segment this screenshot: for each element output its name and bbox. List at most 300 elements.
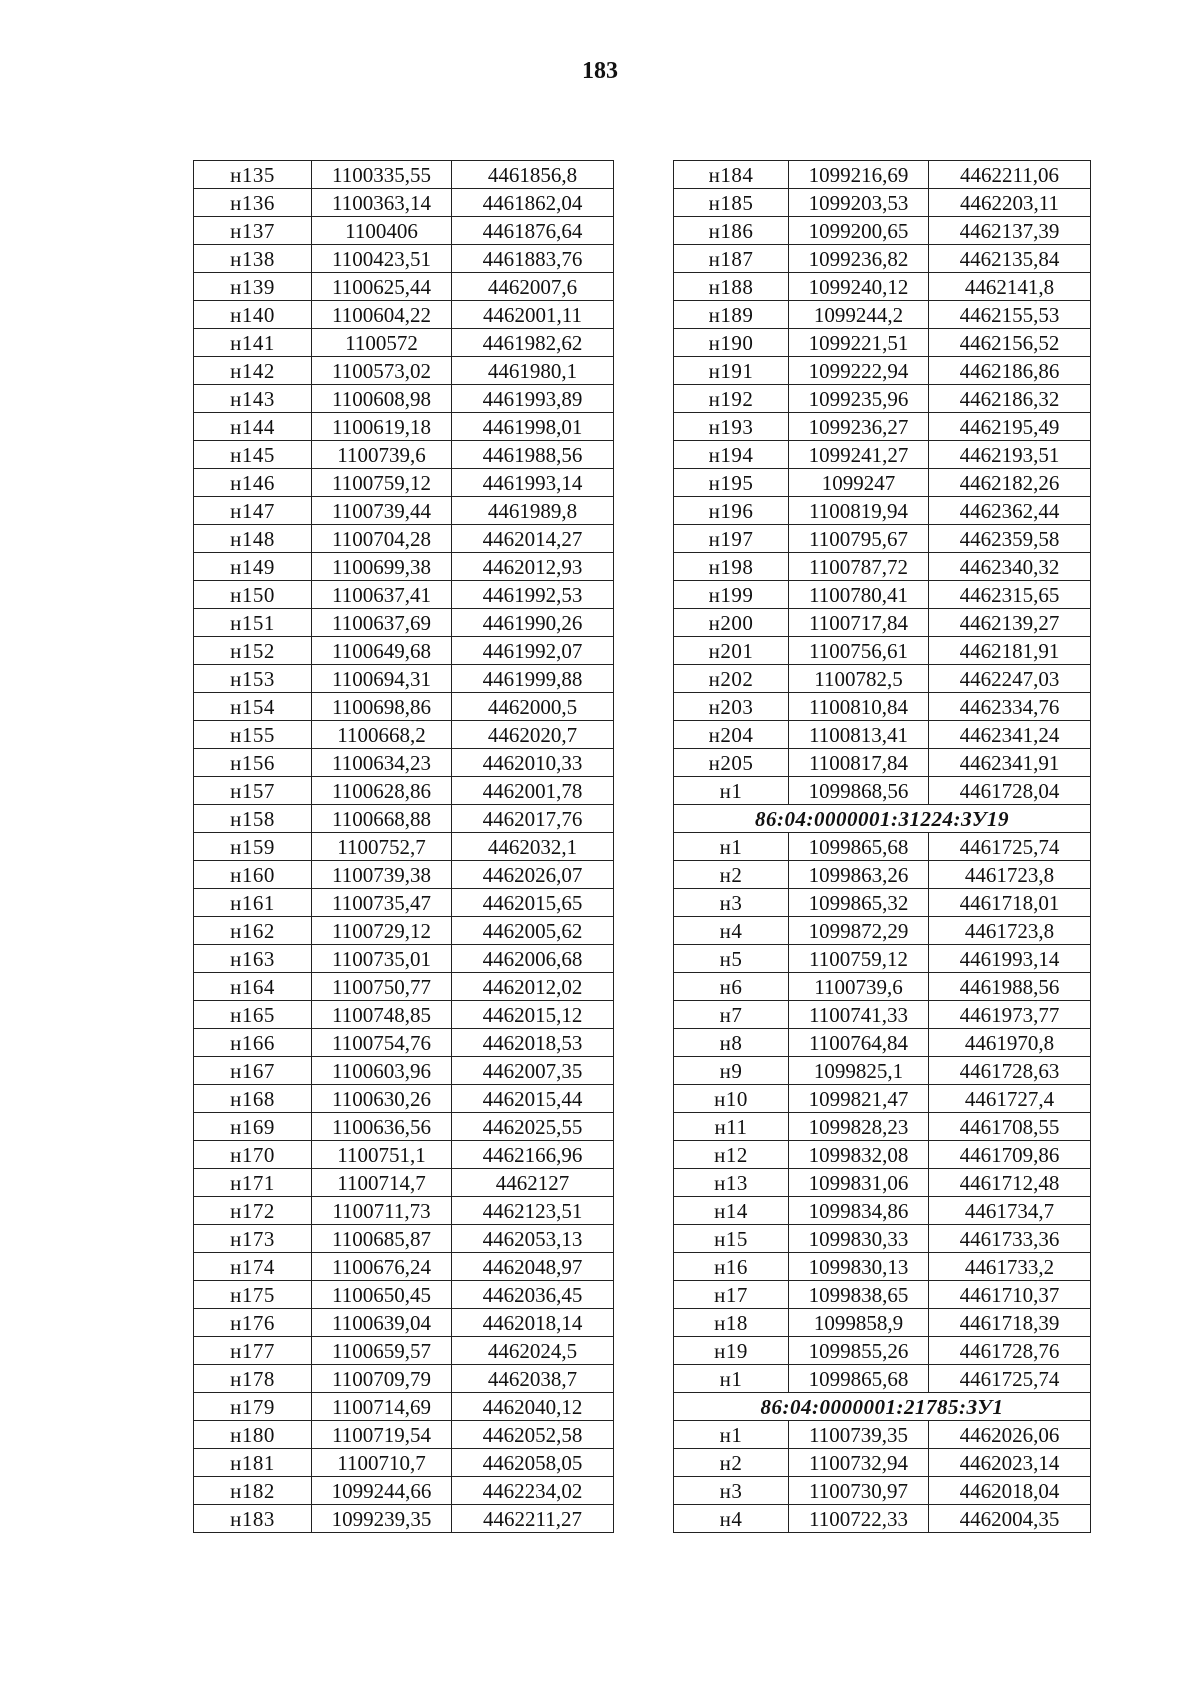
y-coordinate: 4461988,56 — [452, 441, 614, 469]
y-coordinate: 4462341,24 — [929, 721, 1091, 749]
x-coordinate: 1100780,41 — [789, 581, 929, 609]
table-row — [194, 1169, 614, 1197]
table-row — [194, 1421, 614, 1449]
coordinates-table-right — [673, 160, 1091, 1533]
y-coordinate: 4461973,77 — [929, 1001, 1091, 1029]
table-row — [194, 525, 614, 553]
table-row — [194, 1309, 614, 1337]
y-coordinate: 4462000,5 — [452, 693, 614, 721]
y-coordinate: 4461856,8 — [452, 161, 614, 189]
point-label: н193 — [674, 413, 789, 441]
point-label: н15 — [674, 1225, 789, 1253]
table-row — [194, 441, 614, 469]
point-label: н190 — [674, 329, 789, 357]
point-label: н135 — [194, 161, 312, 189]
x-coordinate: 1100739,35 — [789, 1421, 929, 1449]
point-label: н4 — [674, 917, 789, 945]
x-coordinate: 1100637,69 — [312, 609, 452, 637]
y-coordinate: 4462166,96 — [452, 1141, 614, 1169]
x-coordinate: 1099830,13 — [789, 1253, 929, 1281]
y-coordinate: 4462341,91 — [929, 749, 1091, 777]
table-row — [674, 301, 1091, 329]
x-coordinate: 1100741,33 — [789, 1001, 929, 1029]
y-coordinate: 4461727,4 — [929, 1085, 1091, 1113]
point-label: н204 — [674, 721, 789, 749]
table-row — [674, 1337, 1091, 1365]
point-label: н191 — [674, 357, 789, 385]
table-row — [194, 1085, 614, 1113]
table-row — [194, 385, 614, 413]
x-coordinate: 1099832,08 — [789, 1141, 929, 1169]
x-coordinate: 1100676,24 — [312, 1253, 452, 1281]
y-coordinate: 4462247,03 — [929, 665, 1091, 693]
point-label: н179 — [194, 1393, 312, 1421]
y-coordinate: 4462007,35 — [452, 1057, 614, 1085]
point-label: н162 — [194, 917, 312, 945]
point-label: н137 — [194, 217, 312, 245]
point-label: н13 — [674, 1169, 789, 1197]
point-label: н181 — [194, 1449, 312, 1477]
point-label: н184 — [674, 161, 789, 189]
y-coordinate: 4462334,76 — [929, 693, 1091, 721]
table-row — [674, 1449, 1091, 1477]
point-label: н167 — [194, 1057, 312, 1085]
table-row — [674, 525, 1091, 553]
y-coordinate: 4461733,36 — [929, 1225, 1091, 1253]
x-coordinate: 1099828,23 — [789, 1113, 929, 1141]
y-coordinate: 4462315,65 — [929, 581, 1091, 609]
x-coordinate: 1100628,86 — [312, 777, 452, 805]
x-coordinate: 1100619,18 — [312, 413, 452, 441]
x-coordinate: 1099244,2 — [789, 301, 929, 329]
table-row — [674, 329, 1091, 357]
table-row — [194, 357, 614, 385]
table-row — [674, 161, 1091, 189]
point-label: н140 — [194, 301, 312, 329]
page-number: 183 — [582, 58, 618, 84]
table-row — [674, 833, 1091, 861]
x-coordinate: 1099872,29 — [789, 917, 929, 945]
point-label: н194 — [674, 441, 789, 469]
y-coordinate: 4461993,14 — [929, 945, 1091, 973]
point-label: н182 — [194, 1477, 312, 1505]
y-coordinate: 4461712,48 — [929, 1169, 1091, 1197]
point-label: н164 — [194, 973, 312, 1001]
point-label: н192 — [674, 385, 789, 413]
x-coordinate: 1099838,65 — [789, 1281, 929, 1309]
point-label: н169 — [194, 1113, 312, 1141]
point-label: н8 — [674, 1029, 789, 1057]
y-coordinate: 4461999,88 — [452, 665, 614, 693]
table-row — [194, 861, 614, 889]
x-coordinate: 1100668,2 — [312, 721, 452, 749]
x-coordinate: 1100717,84 — [789, 609, 929, 637]
table-row — [674, 1141, 1091, 1169]
x-coordinate: 1099222,94 — [789, 357, 929, 385]
table-row — [194, 833, 614, 861]
section-header-row — [674, 1393, 1091, 1421]
point-label: н175 — [194, 1281, 312, 1309]
point-label: н1 — [674, 777, 789, 805]
point-label: н165 — [194, 1001, 312, 1029]
x-coordinate: 1100732,94 — [789, 1449, 929, 1477]
y-coordinate: 4462195,49 — [929, 413, 1091, 441]
y-coordinate: 4461708,55 — [929, 1113, 1091, 1141]
table-row — [674, 1169, 1091, 1197]
y-coordinate: 4462362,44 — [929, 497, 1091, 525]
y-coordinate: 4462038,7 — [452, 1365, 614, 1393]
table-row — [194, 581, 614, 609]
point-label: н201 — [674, 637, 789, 665]
table-row — [194, 1505, 614, 1533]
table-row — [194, 1337, 614, 1365]
point-label: н161 — [194, 889, 312, 917]
point-label: н199 — [674, 581, 789, 609]
table-row — [674, 1309, 1091, 1337]
point-label: н174 — [194, 1253, 312, 1281]
y-coordinate: 4462127 — [452, 1169, 614, 1197]
x-coordinate: 1099868,56 — [789, 777, 929, 805]
x-coordinate: 1099831,06 — [789, 1169, 929, 1197]
x-coordinate: 1100739,38 — [312, 861, 452, 889]
x-coordinate: 1100604,22 — [312, 301, 452, 329]
point-label: н152 — [194, 637, 312, 665]
table-row — [194, 1113, 614, 1141]
point-label: н151 — [194, 609, 312, 637]
table-row — [194, 973, 614, 1001]
y-coordinate: 4462001,11 — [452, 301, 614, 329]
table-row — [194, 1253, 614, 1281]
table-row — [194, 329, 614, 357]
table-row — [194, 245, 614, 273]
table-row — [674, 1477, 1091, 1505]
table-row — [674, 1253, 1091, 1281]
point-label: н14 — [674, 1197, 789, 1225]
table-row — [674, 721, 1091, 749]
table-row — [674, 413, 1091, 441]
point-label: н11 — [674, 1113, 789, 1141]
y-coordinate: 4462052,58 — [452, 1421, 614, 1449]
y-coordinate: 4461710,37 — [929, 1281, 1091, 1309]
table-row — [194, 1393, 614, 1421]
point-label: н158 — [194, 805, 312, 833]
table-row — [194, 721, 614, 749]
point-label: н149 — [194, 553, 312, 581]
x-coordinate: 1100714,7 — [312, 1169, 452, 1197]
table-row — [194, 1001, 614, 1029]
table-row — [194, 469, 614, 497]
point-label: н202 — [674, 665, 789, 693]
table-row — [674, 581, 1091, 609]
x-coordinate: 1100636,56 — [312, 1113, 452, 1141]
point-label: н138 — [194, 245, 312, 273]
y-coordinate: 4462015,44 — [452, 1085, 614, 1113]
y-coordinate: 4462025,55 — [452, 1113, 614, 1141]
y-coordinate: 4461993,14 — [452, 469, 614, 497]
table-row — [674, 1001, 1091, 1029]
point-label: н156 — [194, 749, 312, 777]
y-coordinate: 4461980,1 — [452, 357, 614, 385]
point-label: н155 — [194, 721, 312, 749]
y-coordinate: 4462137,39 — [929, 217, 1091, 245]
table-row — [674, 497, 1091, 525]
table-row — [194, 1281, 614, 1309]
x-coordinate: 1100639,04 — [312, 1309, 452, 1337]
point-label: н177 — [194, 1337, 312, 1365]
table-row — [674, 917, 1091, 945]
table-row — [194, 189, 614, 217]
x-coordinate: 1100335,55 — [312, 161, 452, 189]
point-label: н200 — [674, 609, 789, 637]
x-coordinate: 1100406 — [312, 217, 452, 245]
table-row — [674, 1225, 1091, 1253]
table-row — [194, 497, 614, 525]
table-row — [674, 1365, 1091, 1393]
y-coordinate: 4461728,76 — [929, 1337, 1091, 1365]
point-label: н9 — [674, 1057, 789, 1085]
y-coordinate: 4462026,06 — [929, 1421, 1091, 1449]
y-coordinate: 4462181,91 — [929, 637, 1091, 665]
point-label: н146 — [194, 469, 312, 497]
y-coordinate: 4461992,53 — [452, 581, 614, 609]
y-coordinate: 4462004,35 — [929, 1505, 1091, 1533]
table-row — [674, 385, 1091, 413]
x-coordinate: 1100819,94 — [789, 497, 929, 525]
y-coordinate: 4462234,02 — [452, 1477, 614, 1505]
point-label: н163 — [194, 945, 312, 973]
y-coordinate: 4461876,64 — [452, 217, 614, 245]
point-label: н154 — [194, 693, 312, 721]
x-coordinate: 1100752,7 — [312, 833, 452, 861]
x-coordinate: 1100698,86 — [312, 693, 452, 721]
table-row — [194, 917, 614, 945]
y-coordinate: 4462186,32 — [929, 385, 1091, 413]
point-label: н153 — [194, 665, 312, 693]
point-label: н180 — [194, 1421, 312, 1449]
table-row — [674, 861, 1091, 889]
table-row — [194, 1057, 614, 1085]
table-row — [194, 693, 614, 721]
y-coordinate: 4461883,76 — [452, 245, 614, 273]
y-coordinate: 4462015,65 — [452, 889, 614, 917]
x-coordinate: 1100714,69 — [312, 1393, 452, 1421]
table-row — [194, 413, 614, 441]
point-label: н6 — [674, 973, 789, 1001]
y-coordinate: 4462007,6 — [452, 273, 614, 301]
point-label: н7 — [674, 1001, 789, 1029]
y-coordinate: 4462032,1 — [452, 833, 614, 861]
y-coordinate: 4462123,51 — [452, 1197, 614, 1225]
table-row — [194, 665, 614, 693]
table-row — [674, 637, 1091, 665]
y-coordinate: 4462026,07 — [452, 861, 614, 889]
point-label: н186 — [674, 217, 789, 245]
y-coordinate: 4462017,76 — [452, 805, 614, 833]
y-coordinate: 4462156,52 — [929, 329, 1091, 357]
table-row — [194, 889, 614, 917]
point-label: н170 — [194, 1141, 312, 1169]
x-coordinate: 1100719,54 — [312, 1421, 452, 1449]
x-coordinate: 1099240,12 — [789, 273, 929, 301]
y-coordinate: 4461989,8 — [452, 497, 614, 525]
point-label: н4 — [674, 1505, 789, 1533]
x-coordinate: 1100634,23 — [312, 749, 452, 777]
x-coordinate: 1100649,68 — [312, 637, 452, 665]
point-label: н143 — [194, 385, 312, 413]
y-coordinate: 4462005,62 — [452, 917, 614, 945]
y-coordinate: 4462024,5 — [452, 1337, 614, 1365]
y-coordinate: 4462359,58 — [929, 525, 1091, 553]
x-coordinate: 1100787,72 — [789, 553, 929, 581]
table-row — [674, 609, 1091, 637]
y-coordinate: 4462040,12 — [452, 1393, 614, 1421]
table-row — [194, 1225, 614, 1253]
point-label: н166 — [194, 1029, 312, 1057]
x-coordinate: 1099236,27 — [789, 413, 929, 441]
x-coordinate: 1100748,85 — [312, 1001, 452, 1029]
table-row — [674, 273, 1091, 301]
point-label: н185 — [674, 189, 789, 217]
point-label: н203 — [674, 693, 789, 721]
point-label: н145 — [194, 441, 312, 469]
y-coordinate: 4462018,14 — [452, 1309, 614, 1337]
point-label: н205 — [674, 749, 789, 777]
x-coordinate: 1099235,96 — [789, 385, 929, 413]
y-coordinate: 4462012,93 — [452, 553, 614, 581]
point-label: н2 — [674, 861, 789, 889]
y-coordinate: 4461970,8 — [929, 1029, 1091, 1057]
point-label: н160 — [194, 861, 312, 889]
x-coordinate: 1100423,51 — [312, 245, 452, 273]
table-row — [674, 693, 1091, 721]
point-label: н183 — [194, 1505, 312, 1533]
point-label: н1 — [674, 1421, 789, 1449]
table-row — [674, 749, 1091, 777]
y-coordinate: 4462053,13 — [452, 1225, 614, 1253]
y-coordinate: 4461718,39 — [929, 1309, 1091, 1337]
point-label: н173 — [194, 1225, 312, 1253]
point-label: н196 — [674, 497, 789, 525]
point-label: н136 — [194, 189, 312, 217]
table-row — [674, 665, 1091, 693]
point-label: н197 — [674, 525, 789, 553]
point-label: н172 — [194, 1197, 312, 1225]
y-coordinate: 4461733,2 — [929, 1253, 1091, 1281]
point-label: н3 — [674, 1477, 789, 1505]
x-coordinate: 1099858,9 — [789, 1309, 929, 1337]
y-coordinate: 4462048,97 — [452, 1253, 614, 1281]
x-coordinate: 1099247 — [789, 469, 929, 497]
x-coordinate: 1100739,6 — [312, 441, 452, 469]
x-coordinate: 1100782,5 — [789, 665, 929, 693]
x-coordinate: 1099241,27 — [789, 441, 929, 469]
x-coordinate: 1100603,96 — [312, 1057, 452, 1085]
table-row — [194, 217, 614, 245]
y-coordinate: 4461998,01 — [452, 413, 614, 441]
x-coordinate: 1100759,12 — [789, 945, 929, 973]
x-coordinate: 1100699,38 — [312, 553, 452, 581]
coordinates-table-left — [193, 160, 614, 1533]
x-coordinate: 1100572 — [312, 329, 452, 357]
x-coordinate: 1099221,51 — [789, 329, 929, 357]
table-row — [194, 805, 614, 833]
y-coordinate: 4462186,86 — [929, 357, 1091, 385]
x-coordinate: 1100608,98 — [312, 385, 452, 413]
table-row — [194, 637, 614, 665]
x-coordinate: 1100709,79 — [312, 1365, 452, 1393]
table-row — [194, 1029, 614, 1057]
x-coordinate: 1100710,7 — [312, 1449, 452, 1477]
x-coordinate: 1099236,82 — [789, 245, 929, 273]
x-coordinate: 1100711,73 — [312, 1197, 452, 1225]
x-coordinate: 1099865,68 — [789, 1365, 929, 1393]
x-coordinate: 1100650,45 — [312, 1281, 452, 1309]
point-label: н171 — [194, 1169, 312, 1197]
x-coordinate: 1100817,84 — [789, 749, 929, 777]
y-coordinate: 4461993,89 — [452, 385, 614, 413]
point-label: н1 — [674, 833, 789, 861]
table-row — [194, 945, 614, 973]
table-row — [194, 1477, 614, 1505]
point-label: н159 — [194, 833, 312, 861]
point-label: н198 — [674, 553, 789, 581]
y-coordinate: 4461992,07 — [452, 637, 614, 665]
point-label: н189 — [674, 301, 789, 329]
x-coordinate: 1099200,65 — [789, 217, 929, 245]
y-coordinate: 4461728,04 — [929, 777, 1091, 805]
point-label: н16 — [674, 1253, 789, 1281]
table-row — [194, 749, 614, 777]
y-coordinate: 4462155,53 — [929, 301, 1091, 329]
y-coordinate: 4462036,45 — [452, 1281, 614, 1309]
x-coordinate: 1100756,61 — [789, 637, 929, 665]
x-coordinate: 1099855,26 — [789, 1337, 929, 1365]
table-row — [194, 273, 614, 301]
point-label: н3 — [674, 889, 789, 917]
point-label: н178 — [194, 1365, 312, 1393]
x-coordinate: 1100729,12 — [312, 917, 452, 945]
x-coordinate: 1100739,44 — [312, 497, 452, 525]
y-coordinate: 4462141,8 — [929, 273, 1091, 301]
y-coordinate: 4462010,33 — [452, 749, 614, 777]
y-coordinate: 4461709,86 — [929, 1141, 1091, 1169]
x-coordinate: 1100764,84 — [789, 1029, 929, 1057]
x-coordinate: 1100735,47 — [312, 889, 452, 917]
x-coordinate: 1100739,6 — [789, 973, 929, 1001]
x-coordinate: 1100637,41 — [312, 581, 452, 609]
table-row — [674, 777, 1091, 805]
table-row — [674, 357, 1091, 385]
x-coordinate: 1099825,1 — [789, 1057, 929, 1085]
point-label: н144 — [194, 413, 312, 441]
table-row — [194, 609, 614, 637]
point-label: н18 — [674, 1309, 789, 1337]
x-coordinate: 1099239,35 — [312, 1505, 452, 1533]
y-coordinate: 4461862,04 — [452, 189, 614, 217]
x-coordinate: 1100722,33 — [789, 1505, 929, 1533]
x-coordinate: 1100630,26 — [312, 1085, 452, 1113]
point-label: н142 — [194, 357, 312, 385]
table-row — [674, 1113, 1091, 1141]
y-coordinate: 4462139,27 — [929, 609, 1091, 637]
point-label: н5 — [674, 945, 789, 973]
y-coordinate: 4461725,74 — [929, 833, 1091, 861]
table-row — [194, 161, 614, 189]
point-label: н148 — [194, 525, 312, 553]
point-label: н187 — [674, 245, 789, 273]
point-label: н2 — [674, 1449, 789, 1477]
x-coordinate: 1099865,68 — [789, 833, 929, 861]
